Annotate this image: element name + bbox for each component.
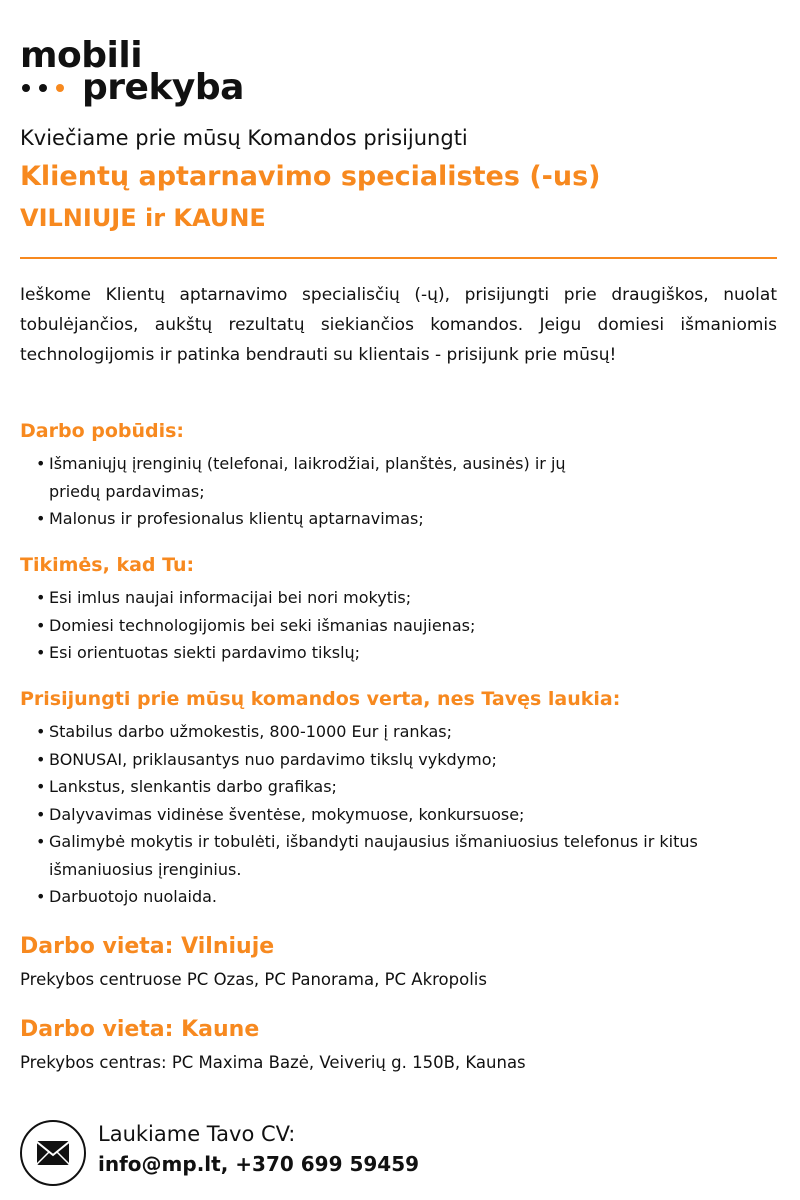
list-item: • Išmaniųjų įrenginių (telefonai, laikrodžiai, planštės, ausinės) ir jų priedų pardavimas;	[36, 450, 596, 505]
section-title-benefits: Prisijungti prie mūsų komandos verta, nes Tavęs laukia:	[20, 688, 621, 710]
brand-logo	[20, 35, 280, 110]
list-item: • Esi orientuotas siekti pardavimo tikslų;	[36, 639, 736, 667]
logo-dots	[22, 84, 64, 92]
logo-dot	[22, 84, 30, 92]
logo-dot	[39, 84, 47, 92]
contact-info-link[interactable]: info@mp.lt, +370 699 59459	[98, 1152, 420, 1176]
list-item: • Stabilus darbo užmokestis, 800-1000 Eur į rankas;	[36, 718, 776, 746]
job-cities: VILNIUJE ir KAUNE	[20, 204, 266, 232]
header-divider	[20, 257, 777, 259]
list-item: • Dalyvavimas vidinėse šventėse, mokymuose, konkursuose;	[36, 801, 776, 829]
lead-paragraph: Ieškome Klientų aptarnavimo specialisčių (-ų), prisijungti prie draugiškos, nuolat tobulėjančios, aukštų rezultatų siekiančios komandos. Jeigu domiesi išmaniomis technologijomis ir patinka bendrauti su klientais - prisijunk prie mūsų!	[20, 285, 777, 365]
duties-list	[36, 450, 596, 533]
list-item: • Esi imlus naujai informacijai bei nori mokytis;	[36, 584, 736, 612]
location-text-vilnius: Prekybos centruose PC Ozas, PC Panorama, PC Akropolis	[20, 970, 487, 989]
logo-word-mobili: mobili	[20, 35, 143, 76]
logo-dot-accent	[56, 84, 64, 92]
list-item: • Domiesi technologijomis bei seki išmanias naujienas;	[36, 612, 736, 640]
list-item: • Lankstus, slenkantis darbo grafikas;	[36, 773, 776, 801]
list-item: • Galimybė mokytis ir tobulėti, išbandyti naujausius išmaniuosius telefonus ir kitus išmaniuosius įrenginius.	[36, 828, 776, 883]
intro-text: Kviečiame prie mūsų Komandos prisijungti	[20, 126, 468, 150]
list-item: • BONUSAI, priklausantys nuo pardavimo tikslų vykdymo;	[36, 746, 776, 774]
envelope-icon	[20, 1120, 86, 1186]
location-title-vilnius: Darbo vieta: Vilniuje	[20, 934, 275, 959]
section-title-expectations: Tikimės, kad Tu:	[20, 554, 195, 576]
location-text-kaunas: Prekybos centras: PC Maxima Bazė, Veiverių g. 150B, Kaunas	[20, 1053, 526, 1072]
job-title: Klientų aptarnavimo specialistes (-us)	[20, 161, 601, 192]
logo-word-prekyba: prekyba	[82, 67, 244, 108]
location-title-kaunas: Darbo vieta: Kaune	[20, 1017, 260, 1042]
expectations-list	[36, 584, 736, 667]
section-title-duties: Darbo pobūdis:	[20, 420, 185, 442]
contact-label: Laukiame Tavo CV:	[98, 1122, 296, 1146]
list-item: • Darbuotojo nuolaida.	[36, 883, 776, 911]
list-item: • Malonus ir profesionalus klientų aptarnavimas;	[36, 505, 596, 533]
benefits-list	[36, 718, 776, 911]
